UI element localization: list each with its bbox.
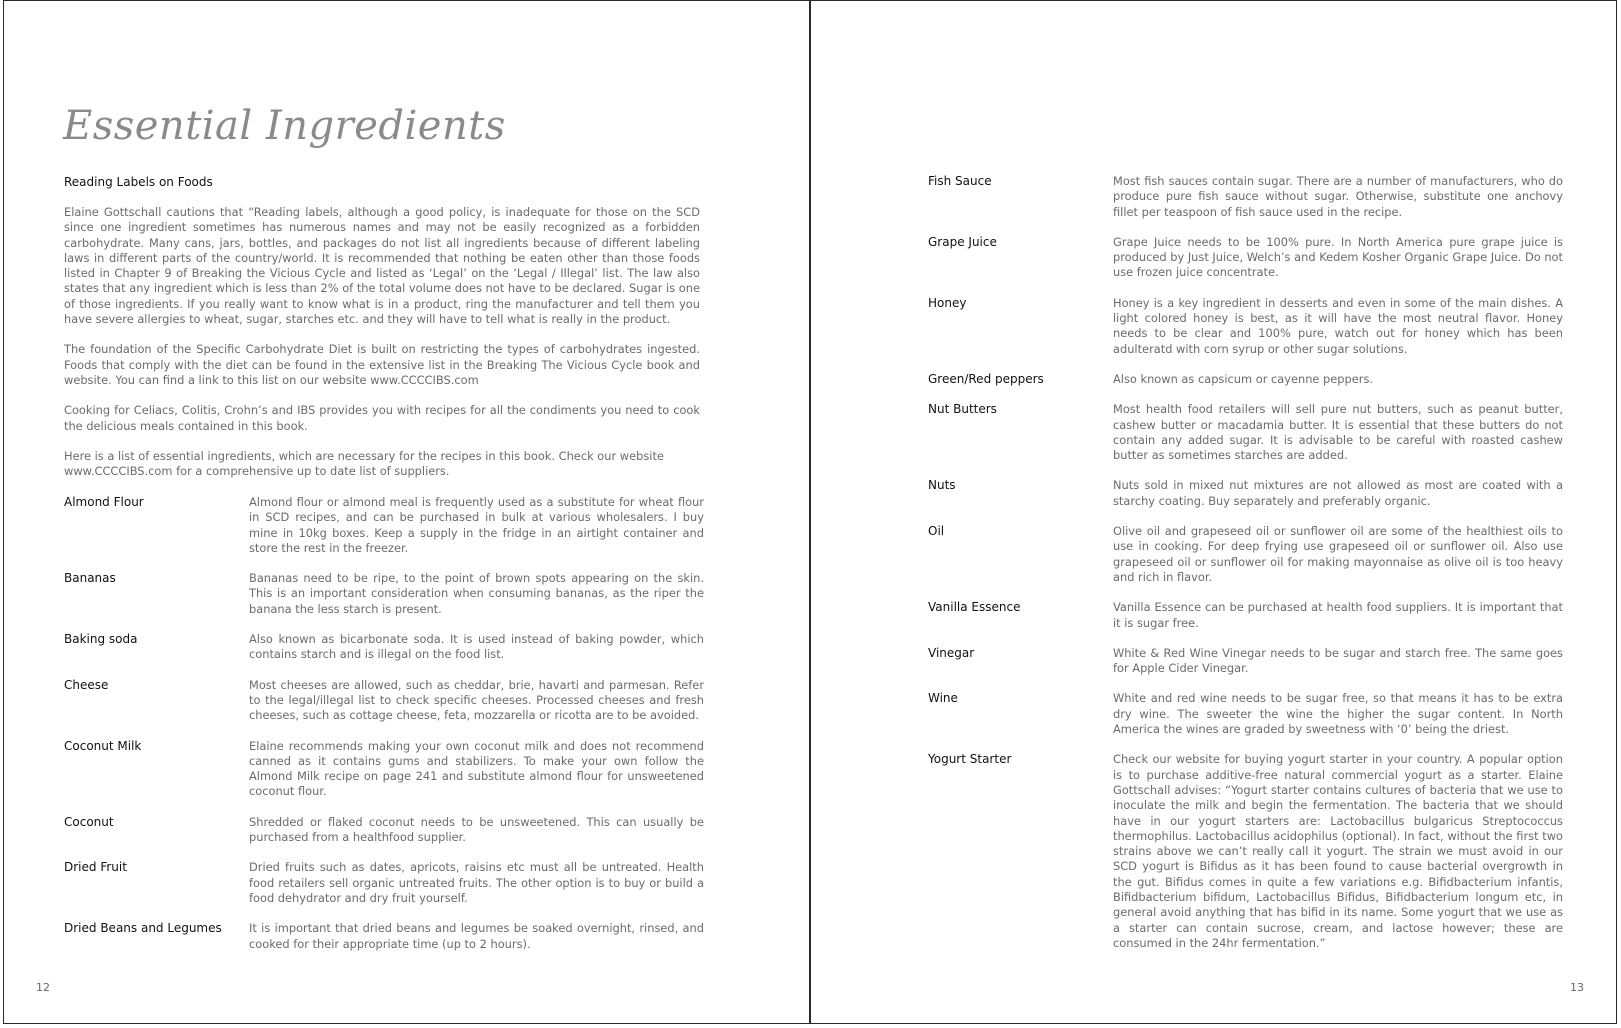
- ingredient-description: Grape Juice needs to be 100% pure. In North America pure grape juice is produced by Just Juice, Welch’s and Kedem Kosher Organic Grape Juice. Do not use frozen juice concentrate.: [1113, 234, 1563, 280]
- ingredient-entry: [928, 524, 1563, 585]
- ingredient-name: Yogurt Starter: [928, 752, 1012, 767]
- ingredient-entry: [928, 691, 1563, 737]
- ingredient-entry: [64, 860, 704, 906]
- ingredient-description: Most health food retailers will sell pure nut butters, such as peanut butter, cashew butter or macadamia butter. It is essential that these butters do not contain any added sugar. It is advisable to be careful with roasted cashew butter as sometimes starches are added.: [1113, 402, 1563, 463]
- ingredient-name: Bananas: [64, 571, 116, 586]
- page-number: 13: [1570, 981, 1584, 994]
- intro-paragraph: Here is a list of essential ingredients, which are necessary for the recipes in this book. Check our website www.CCCCIBS.com for a comprehensive up to date list of suppliers.: [64, 448, 664, 479]
- page-title: Essential Ingredients: [63, 103, 506, 149]
- section-subheading: Reading Labels on Foods: [64, 175, 213, 189]
- ingredient-description: White and red wine needs to be sugar free, so that means it has to be extra dry wine. The sweeter the wine the higher the sugar content. In North America the wines are graded by sweetness with ‘0’ being the driest.: [1113, 691, 1563, 737]
- ingredient-entry: [928, 174, 1563, 220]
- ingredient-entry: [64, 921, 704, 952]
- intro-paragraph: The foundation of the Specific Carbohydrate Diet is built on restricting the types of carbohydrates ingested. Foods that comply with the diet can be found in the extensive list in the Breaking The Vicious Cycle book and website. You can find a link to this list on our website www.CCCCIBS.com: [64, 342, 700, 387]
- ingredient-name: Grape Juice: [928, 234, 997, 249]
- ingredient-description: Bananas need to be ripe, to the point of brown spots appearing on the skin. This is an important consideration when consuming bananas, as the riper the banana the less starch is present.: [249, 571, 704, 616]
- ingredient-entry: [64, 571, 704, 617]
- ingredient-entry: [928, 600, 1563, 631]
- ingredient-description: Vanilla Essence can be purchased at health food suppliers. It is important that it is sugar free.: [1113, 600, 1563, 630]
- ingredient-description: Almond flour or almond meal is frequently used as a substitute for wheat flour in SCD recipes, and can be purchased in bulk at various wholesalers. I buy mine in 10kg boxes. Keep a supply in the fridge in an airtight container and store the rest in the freezer.: [249, 495, 704, 555]
- ingredient-entry: [928, 402, 1563, 463]
- ingredient-entry: [928, 372, 1563, 387]
- ingredient-name: Cheese: [64, 677, 109, 692]
- ingredient-name: Oil: [928, 524, 945, 539]
- ingredient-entry: [64, 678, 704, 724]
- ingredient-description: Shredded or flaked coconut needs to be unsweetened. This can usually be purchased from a healthfood supplier.: [249, 814, 704, 845]
- page-number: 12: [36, 981, 50, 994]
- ingredient-description: Nuts sold in mixed nut mixtures are not allowed as most are coated with a starchy coating. Buy separately and preferably organic.: [1113, 478, 1563, 508]
- ingredient-description: It is important that dried beans and legumes be soaked overnight, rinsed, and cooked for their appropriate time (up to 2 hours).: [249, 921, 704, 951]
- ingredient-name: Honey: [928, 295, 967, 310]
- left-page: [3, 0, 810, 1024]
- ingredient-description: Olive oil and grapeseed oil or sunflower oil are some of the healthiest oils to use in cooking. For deep frying use grapeseed oil or sunflower oil. Also use grapeseed oil or sunflower oil for making mayonnaise as olive oil is too heavy and rich in flavor.: [1113, 524, 1563, 584]
- ingredient-name: Vanilla Essence: [928, 600, 1021, 615]
- ingredient-entry: [928, 296, 1563, 357]
- ingredient-name: Wine: [928, 691, 958, 706]
- ingredient-name: Coconut Milk: [64, 738, 142, 753]
- ingredient-name: Coconut: [64, 814, 114, 829]
- ingredient-list: [64, 495, 704, 967]
- ingredient-name: Nut Butters: [928, 402, 997, 417]
- ingredient-description: Honey is a key ingredient in desserts and even in some of the main dishes. A light colored honey is best, as it will have the most neutral flavor. Honey needs to be clear and 100% pure, watch out for honey which has been adulteratd with corn syrup or other sugar solutions.: [1113, 295, 1563, 356]
- ingredient-description: Also known as capsicum or cayenne peppers.: [1113, 371, 1374, 386]
- ingredient-entry: [928, 478, 1563, 509]
- ingredient-description: Most cheeses are allowed, such as cheddar, brie, havarti and parmesan. Refer to the legal/illegal list to check specific cheeses. Processed cheeses and fresh cheeses, such as cottage cheese, feta, mozzarella or ricotta are to be avoided.: [249, 677, 704, 723]
- ingredient-entry: [64, 739, 704, 800]
- ingredient-name: Dried Fruit: [64, 860, 127, 875]
- ingredient-description: White & Red Wine Vinegar needs to be sugar and starch free. The same goes for Apple Cider Vinegar.: [1113, 645, 1563, 676]
- ingredient-description: Most fish sauces contain sugar. There are a number of manufacturers, who do produce pure fish sauce without sugar. Otherwise, substitute one anchovy fillet per teaspoon of fish sauce used in the recipe.: [1113, 174, 1563, 219]
- intro-paragraph: Elaine Gottschall cautions that “Reading labels, although a good policy, is inadequate for those on the SCD since one ingredient sometimes has numerous names and may not be easily recognized as a forbidden carbohydrate. Many cans, jars, bottles, and packages do not list all ingredients because of different labeling laws in different parts of the country/world. It is recommended that nothing be eaten other than those foods listed in Chapter 9 of Breaking the Vicious Cycle and listed as ‘Legal’ on the ‘Legal / Illegal’ list. The law also states that any ingredient which is less than 2% of the total volume does not have to be declared. Sugar is one of those ingredients. If you really want to know what is in a product, ring the manufacturer and tell them you have severe allergies to wheat, sugar, starches etc. and they will have to tell what is really in the product.: [64, 205, 700, 327]
- ingredient-name: Green/Red peppers: [928, 371, 1044, 386]
- ingredient-entry: [64, 632, 704, 663]
- ingredient-description: Elaine recommends making your own coconut milk and does not recommend canned as it contains gums and stabilizers. To make your own follow the Almond Milk recipe on page 241 and substitute almond flour for unsweetened coconut flour.: [249, 738, 704, 799]
- ingredient-name: Vinegar: [928, 645, 975, 660]
- ingredient-name: Fish Sauce: [928, 174, 992, 188]
- ingredient-entry: [64, 495, 704, 556]
- ingredient-name: Almond Flour: [64, 495, 144, 509]
- ingredient-name: Dried Beans and Legumes: [64, 921, 222, 936]
- ingredient-entry: [928, 752, 1563, 951]
- ingredient-list: [928, 174, 1563, 966]
- intro-text: [64, 205, 700, 494]
- ingredient-description: Dried fruits such as dates, apricots, raisins etc must all be untreated. Health food retailers sell organic untreated fruits. The other option is to buy or build a food dehydrator and dry fruit yourself.: [249, 860, 704, 905]
- intro-paragraph: Cooking for Celiacs, Colitis, Crohn’s and IBS provides you with recipes for all the condiments you need to cook the delicious meals contained in this book.: [64, 403, 700, 433]
- ingredient-entry: [928, 646, 1563, 677]
- ingredient-entry: [928, 235, 1563, 281]
- ingredient-name: Baking soda: [64, 632, 138, 647]
- ingredient-entry: [64, 815, 704, 846]
- ingredient-description: Check our website for buying yogurt starter in your country. A popular option is to purchase additive-free natural commercial yogurt as a starter. Elaine Gottschall advises: “Yogurt starter contains cultures of bacteria that we use to inoculate the milk and begin the fermentation. The bacteria that we should have in our yogurt starters are: Lactobacillus bulgaricus Streptococcus thermophilus. Lactobacillus acidophilus (optional). In fact, without the first two strains above we can’t really call it yogurt. The strain we must avoid in our SCD yogurt is Bifidus as it has been found to cause bacterial overgrowth in the gut. Bifidus comes in quite a few variations e.g. Bifidbacterium infantis, Bifidbacterium bifidum, Lactobacillus Bifidus, Bifidbacterium longum etc, in general avoid anything that has bifid in its name. Some yogurt that we use as a starter can contain sucrose, cream, and lactose however; these are consumed in the 24hr fermentation.”: [1113, 752, 1563, 950]
- ingredient-name: Nuts: [928, 478, 956, 493]
- ingredient-description: Also known as bicarbonate soda. It is used instead of baking powder, which contains starch and is illegal on the food list.: [249, 632, 704, 662]
